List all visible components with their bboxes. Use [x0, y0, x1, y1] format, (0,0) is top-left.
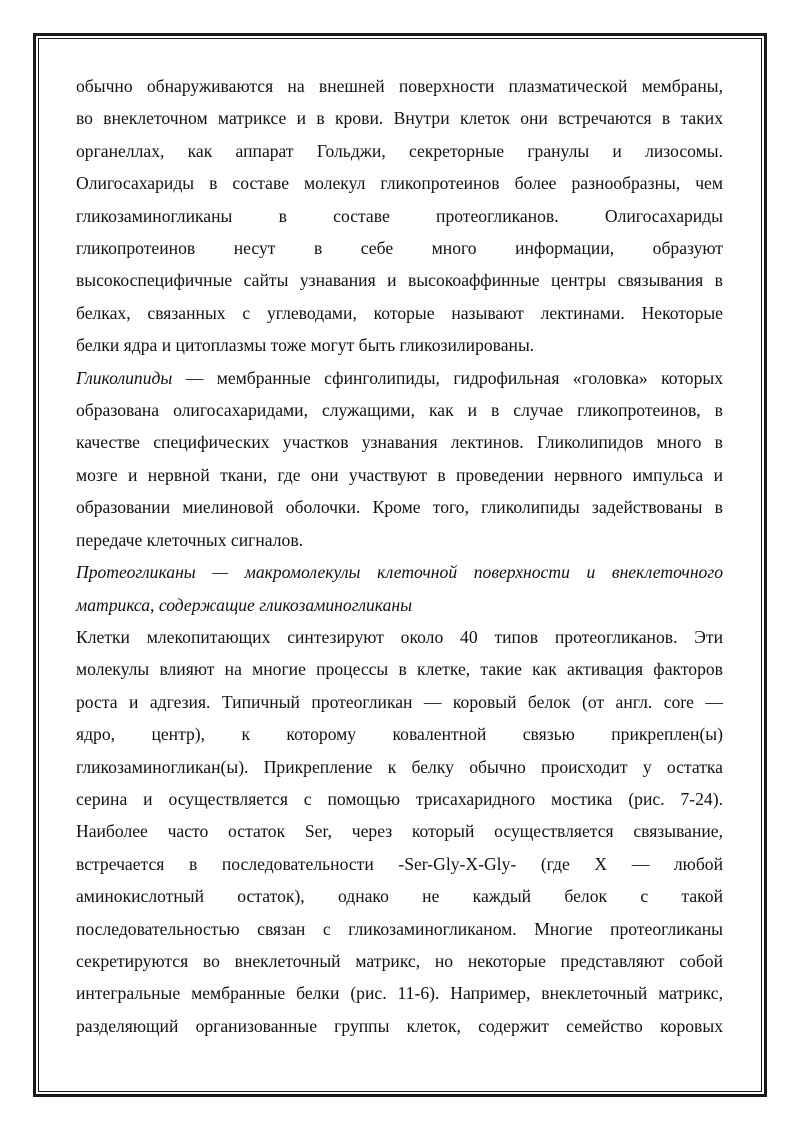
- document-body: [76, 70, 723, 1042]
- text-line: разделяющий организованные группы клеток, содержит семейство коровых: [76, 1015, 723, 1036]
- text-line: секретируются во внеклеточный матрикс, но некоторые представляют собой: [76, 950, 723, 971]
- text-line: белках, связанных с углеводами, которые называют лектинами. Некоторые: [76, 302, 723, 323]
- text-line: Олигосахариды в составе молекул гликопротеинов более разнообразны, чем: [76, 173, 723, 194]
- text-line: гликозаминогликаны в составе протеогликанов. Олигосахариды: [76, 205, 723, 226]
- text-line: гликозаминогликан(ы). Прикрепление к белку обычно происходит у остатка: [76, 756, 723, 777]
- text-line: Клетки млекопитающих синтезируют около 40 типов протеогликанов. Эти: [76, 626, 723, 647]
- term-glycolipids: Гликолипиды: [76, 367, 173, 388]
- text-line: серина и осуществляется с помощью трисахаридного мостика (рис. 7-24).: [76, 788, 723, 809]
- text-line: встречается в последовательности -Ser-Gly-X-Gly- (где X — любой: [76, 853, 723, 874]
- text-line: Наиболее часто остаток Ser, через который осуществляется связывание,: [76, 821, 723, 842]
- heading-line: матрикса, содержащие гликозаминогликаны: [76, 594, 413, 615]
- text-line: последовательностью связан с гликозаминогликаном. Многие протеогликаны: [76, 918, 723, 939]
- text-line: высокоспецифичные сайты узнавания и высокоаффинные центры связывания в: [76, 270, 723, 291]
- text-line: качестве специфических участков узнавания лектинов. Гликолипидов много в: [76, 432, 723, 453]
- text-fragment: — мембранные сфинголипиды, гидрофильная «головка» которых: [172, 367, 723, 388]
- text-line: во внеклеточном матриксе и в крови. Внутри клеток они встречаются в таких: [76, 108, 723, 129]
- text-line: белки ядра и цитоплазмы тоже могут быть гликозилированы.: [76, 335, 535, 356]
- text-line: мозге и нервной ткани, где они участвуют в проведении нервного импульса и: [76, 464, 723, 485]
- text-line: органеллах, как аппарат Гольджи, секреторные гранулы и лизосомы.: [76, 140, 723, 161]
- text-line: ядро, центр), к которому ковалентной связью прикреплен(ы): [76, 724, 723, 745]
- text-line: передаче клеточных сигналов.: [76, 529, 304, 550]
- text-line: интегральные мембранные белки (рис. 11-6). Например, внеклеточный матрикс,: [76, 983, 723, 1004]
- section-heading-proteoglycans: [76, 556, 723, 621]
- text-line: аминокислотный остаток), однако не каждый белок с такой: [76, 886, 723, 907]
- text-line: образована олигосахаридами, служащими, как и в случае гликопротеинов, в: [76, 400, 723, 421]
- text-line: образовании миелиновой оболочки. Кроме того, гликолипиды задействованы в: [76, 497, 723, 518]
- text-line: роста и адгезия. Типичный протеогликан — коровый белок (от англ. core —: [76, 691, 723, 712]
- paragraph-proteoglycans: [76, 621, 723, 1042]
- text-line: [76, 362, 723, 394]
- heading-line: Протеогликаны — макромолекулы клеточной поверхности и внеклеточного: [76, 562, 723, 583]
- paragraph-glycoproteins: [76, 70, 723, 362]
- text-line: обычно обнаруживаются на внешней поверхности плазматической мембраны,: [76, 76, 723, 96]
- text-line: молекулы влияют на многие процессы в клетке, такие как активация факторов: [76, 659, 723, 680]
- text-line: гликопротеинов несут в себе много информации, образуют: [76, 238, 723, 259]
- paragraph-glycolipids: [76, 362, 723, 556]
